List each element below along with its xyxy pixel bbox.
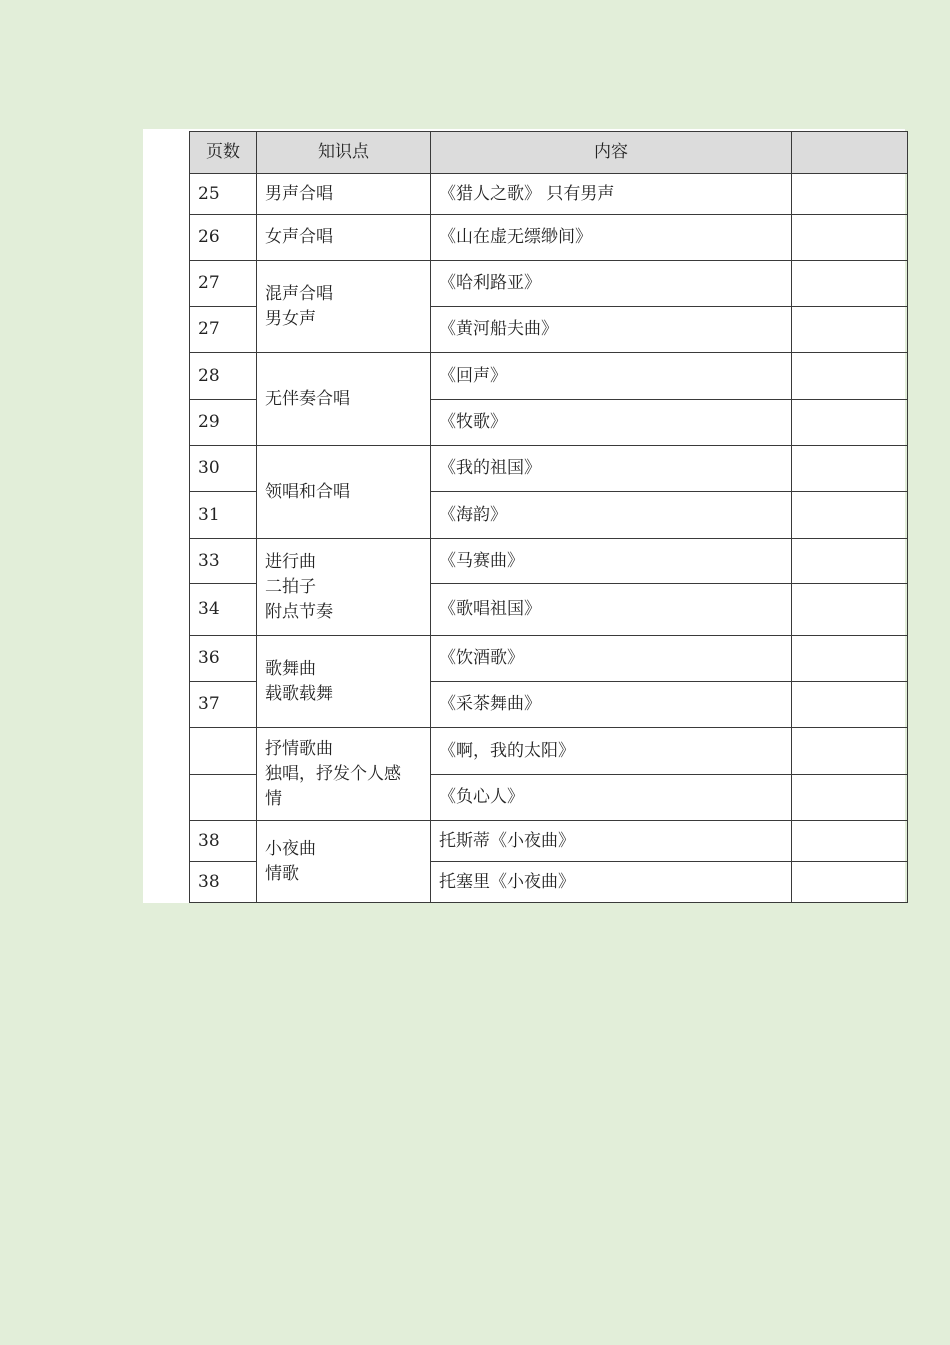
blank-cell xyxy=(792,539,908,584)
blank-cell xyxy=(792,862,908,903)
content-cell: 《啊，我的太阳》 xyxy=(431,728,792,775)
topic-line: 载歌载舞 xyxy=(265,683,333,704)
blank-cell xyxy=(792,821,908,862)
blank-cell xyxy=(792,307,908,353)
topic-line: 小夜曲 xyxy=(265,838,316,859)
topic-line: 男女声 xyxy=(265,308,316,329)
page-number: 27 xyxy=(190,261,257,307)
topic-line: 歌舞曲 xyxy=(265,658,316,679)
table-row xyxy=(190,728,908,775)
content-cell: 《马赛曲》 xyxy=(431,539,792,584)
blank-cell xyxy=(792,400,908,446)
table-row xyxy=(190,261,908,307)
blank-cell xyxy=(792,728,908,775)
topic-line: 情 xyxy=(265,788,282,809)
blank-cell xyxy=(792,492,908,539)
topic-line: 独唱，抒发个人感 xyxy=(265,763,401,784)
blank-cell xyxy=(792,446,908,492)
table-row xyxy=(190,215,908,261)
table-row xyxy=(190,539,908,584)
content-cell: 《黄河船夫曲》 xyxy=(431,307,792,353)
knowledge-table xyxy=(189,131,908,903)
table-row xyxy=(190,174,908,215)
topic-cell xyxy=(257,353,431,446)
content-cell: 《回声》 xyxy=(431,353,792,400)
topic-line: 附点节奏 xyxy=(265,601,333,622)
blank-cell xyxy=(792,636,908,682)
blank-cell xyxy=(792,775,908,821)
table-row xyxy=(190,446,908,492)
page-number: 34 xyxy=(190,584,257,636)
content-cell: 《牧歌》 xyxy=(431,400,792,446)
topic-line: 二拍子 xyxy=(265,576,316,597)
topic-line: 无伴奏合唱 xyxy=(265,388,350,409)
header-topic: 知识点 xyxy=(257,132,431,174)
topic-cell xyxy=(257,636,431,728)
topic-line: 男声合唱 xyxy=(265,183,333,204)
content-cell: 《歌唱祖国》 xyxy=(431,584,792,636)
content-cell: 《猎人之歌》 只有男声 xyxy=(431,174,792,215)
table-header-row xyxy=(190,132,908,174)
content-cell: 《哈利路亚》 xyxy=(431,261,792,307)
header-blank xyxy=(792,132,908,174)
page-number: 28 xyxy=(190,353,257,400)
header-content: 内容 xyxy=(431,132,792,174)
content-cell: 《负心人》 xyxy=(431,775,792,821)
page-number: 30 xyxy=(190,446,257,492)
page-number: 27 xyxy=(190,307,257,353)
content-cell: 《海韵》 xyxy=(431,492,792,539)
topic-cell xyxy=(257,446,431,539)
topic-line: 领唱和合唱 xyxy=(265,481,350,502)
content-cell: 《我的祖国》 xyxy=(431,446,792,492)
blank-cell xyxy=(792,353,908,400)
topic-line: 抒情歌曲 xyxy=(265,738,333,759)
content-cell: 托斯蒂《小夜曲》 xyxy=(431,821,792,862)
topic-line: 混声合唱 xyxy=(265,283,333,304)
page-number: 29 xyxy=(190,400,257,446)
topic-cell xyxy=(257,215,431,261)
page-number: 26 xyxy=(190,215,257,261)
table-row xyxy=(190,353,908,400)
content-cell: 《饮酒歌》 xyxy=(431,636,792,682)
topic-line: 情歌 xyxy=(265,863,299,884)
topic-line: 进行曲 xyxy=(265,551,316,572)
topic-cell xyxy=(257,261,431,353)
page-number xyxy=(190,728,257,775)
page-number: 37 xyxy=(190,682,257,728)
page-number: 38 xyxy=(190,862,257,903)
page-number: 25 xyxy=(190,174,257,215)
topic-cell xyxy=(257,728,431,821)
blank-cell xyxy=(792,682,908,728)
content-cell: 托塞里《小夜曲》 xyxy=(431,862,792,903)
topic-line: 女声合唱 xyxy=(265,227,333,247)
blank-cell xyxy=(792,584,908,636)
page-number: 31 xyxy=(190,492,257,539)
page-number: 33 xyxy=(190,539,257,584)
page-number: 36 xyxy=(190,636,257,682)
page-number xyxy=(190,775,257,821)
topic-cell xyxy=(257,821,431,903)
topic-cell xyxy=(257,174,431,215)
table-row xyxy=(190,636,908,682)
content-cell: 《采茶舞曲》 xyxy=(431,682,792,728)
header-pages: 页数 xyxy=(190,132,257,174)
table-row xyxy=(190,821,908,862)
page-number: 38 xyxy=(190,821,257,862)
content-cell: 《山在虚无缥缈间》 xyxy=(431,215,792,261)
blank-cell xyxy=(792,215,908,261)
topic-cell xyxy=(257,539,431,636)
blank-cell xyxy=(792,261,908,307)
blank-cell xyxy=(792,174,908,215)
